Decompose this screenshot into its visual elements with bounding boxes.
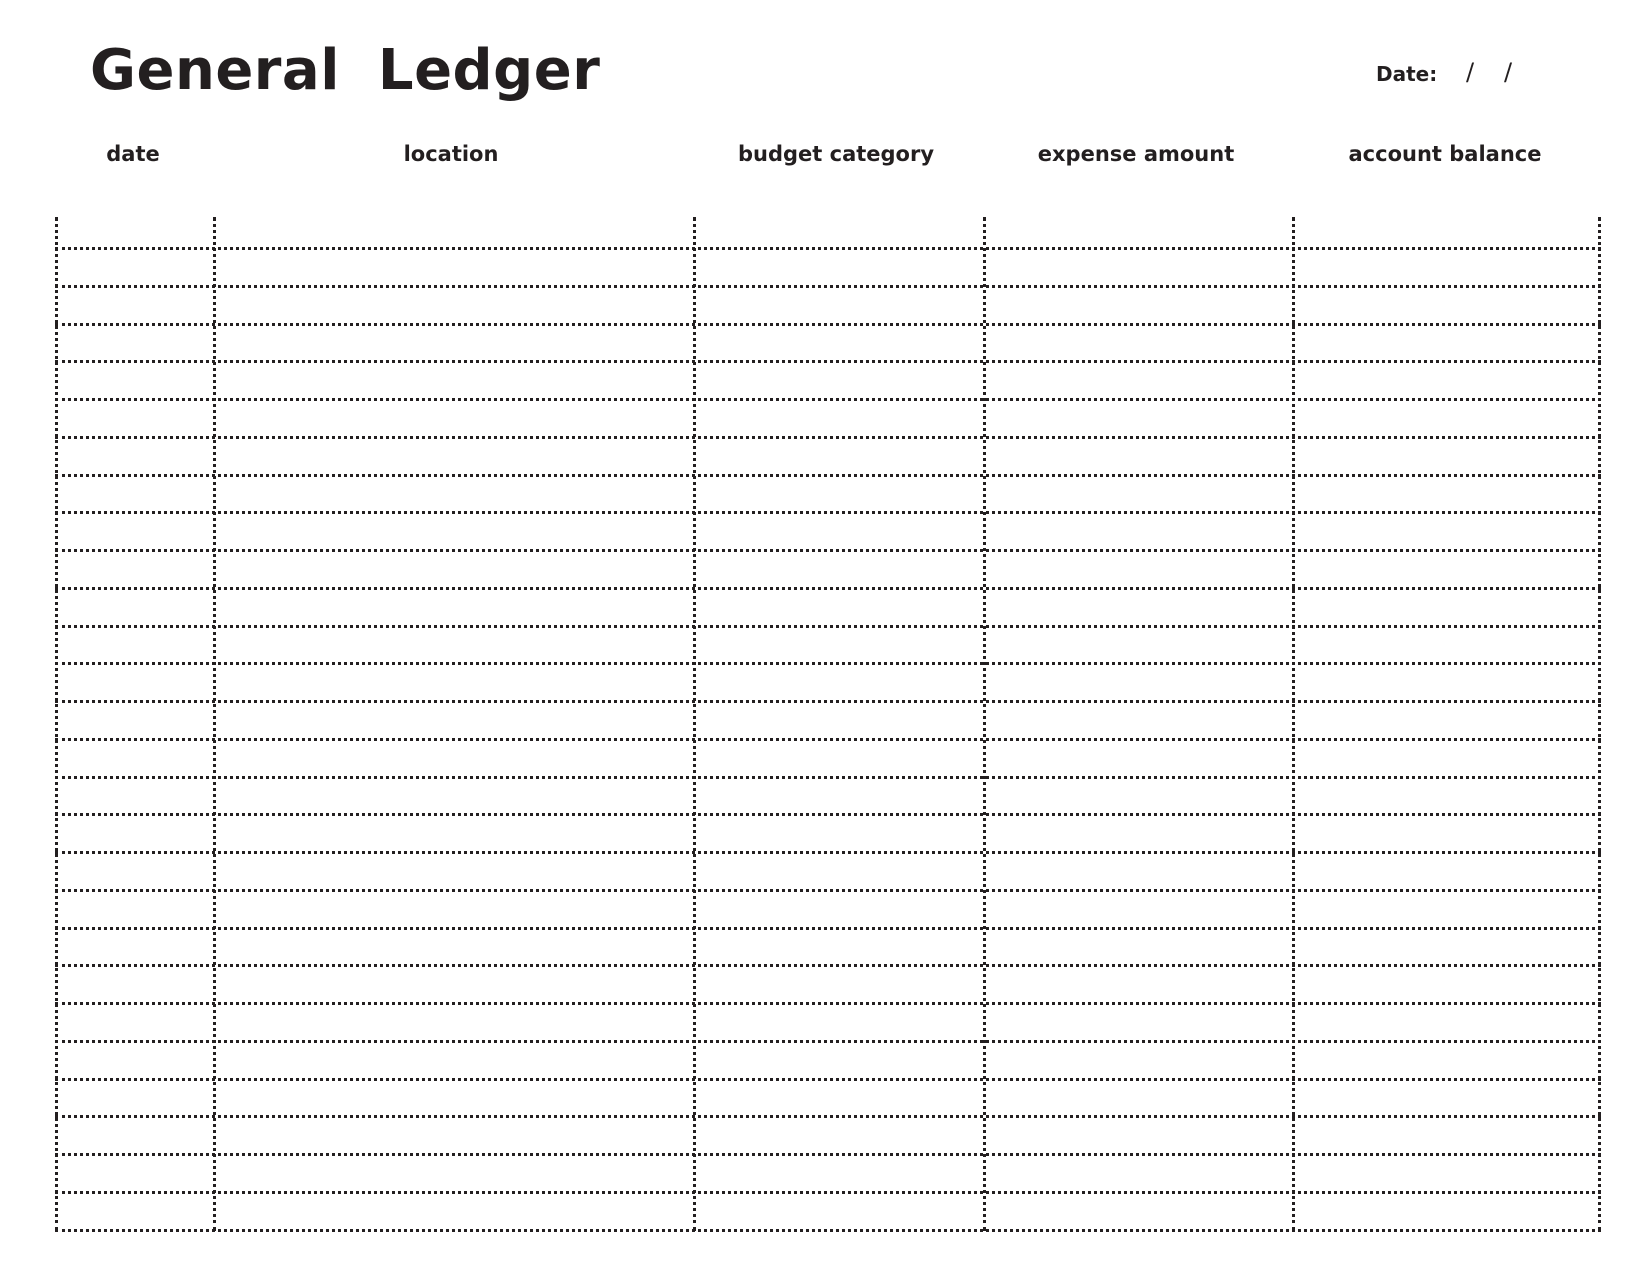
- ledger-row-line: [55, 1002, 1601, 1005]
- ledger-row-line: [55, 1115, 1601, 1118]
- ledger-grid: [55, 217, 1601, 1231]
- ledger-row-line: [55, 889, 1601, 892]
- date-label: Date:: [1376, 62, 1438, 86]
- ledger-row-line: [55, 474, 1601, 477]
- ledger-row-line: [55, 662, 1601, 665]
- ledger-row-line: [55, 1229, 1601, 1232]
- ledger-row-line: [55, 247, 1601, 250]
- ledger-row-line: [55, 587, 1601, 590]
- ledger-row-line: [55, 813, 1601, 816]
- ledger-row-line: [55, 625, 1601, 628]
- ledger-row-line: [55, 285, 1601, 288]
- column-header-date: date: [106, 142, 160, 166]
- ledger-row-line: [55, 436, 1601, 439]
- ledger-row-line: [55, 700, 1601, 703]
- ledger-row-line: [55, 323, 1601, 326]
- ledger-row-line: [55, 1191, 1601, 1194]
- ledger-row-line: [55, 738, 1601, 741]
- ledger-row-line: [55, 398, 1601, 401]
- ledger-row-line: [55, 1078, 1601, 1081]
- ledger-row-line: [55, 927, 1601, 930]
- date-separator: /: [1504, 58, 1513, 86]
- page-title: General Ledger: [90, 38, 601, 103]
- ledger-row-line: [55, 851, 1601, 854]
- column-header-budget-category: budget category: [737, 142, 935, 166]
- column-header-account-balance: account balance: [1348, 142, 1542, 166]
- date-separator: /: [1466, 58, 1475, 86]
- ledger-row-line: [55, 549, 1601, 552]
- ledger-row-line: [55, 776, 1601, 779]
- ledger-row-line: [55, 964, 1601, 967]
- ledger-row-line: [55, 1040, 1601, 1043]
- ledger-row-line: [55, 1153, 1601, 1156]
- column-header-expense-amount: expense amount: [1037, 142, 1235, 166]
- ledger-row-line: [55, 511, 1601, 514]
- column-header-location: location: [403, 142, 499, 166]
- ledger-row-line: [55, 360, 1601, 363]
